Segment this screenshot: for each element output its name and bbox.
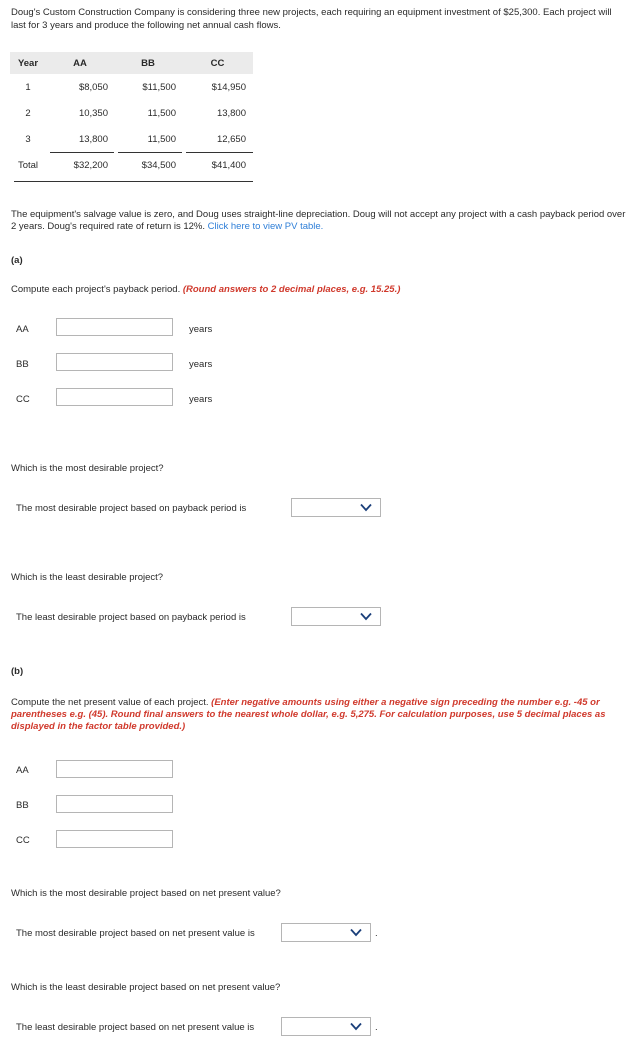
chevron-down-icon xyxy=(360,612,372,621)
most-payback-select[interactable] xyxy=(291,498,381,517)
table-cell: $14,950 xyxy=(211,81,246,93)
table-total-row xyxy=(10,152,253,178)
period-most-npv: . xyxy=(375,928,378,939)
intro-text: Doug's Custom Construction Company is considering three new projects, each requiring an equipment investment of $25,300. Each project will last for 3 years and produce the following net annual cash flows. xyxy=(11,7,612,31)
question-most-npv: Which is the most desirable project based on net present value? xyxy=(11,888,281,899)
question-least-payback: Which is the least desirable project? xyxy=(11,572,164,583)
part-a-prompt: Compute each project's payback period. xyxy=(11,284,181,295)
npv-label-bb: BB xyxy=(16,800,29,811)
table-cell: 1 xyxy=(25,81,31,93)
table-row xyxy=(10,126,253,152)
table-cell: 12,650 xyxy=(182,126,253,152)
table-cell: 11,500 xyxy=(147,107,176,119)
least-npv-select[interactable] xyxy=(281,1017,371,1036)
npv-input-aa[interactable] xyxy=(56,760,173,778)
npv-input-bb[interactable] xyxy=(56,795,173,813)
statement-most-npv: The most desirable project based on net present value is xyxy=(16,928,255,939)
payback-unit-bb: years xyxy=(189,359,213,370)
npv-input-cc[interactable] xyxy=(56,830,173,848)
table-cell: $41,400 xyxy=(182,152,253,178)
chevron-down-icon xyxy=(350,928,362,937)
payback-input-bb[interactable] xyxy=(56,353,173,371)
table-row xyxy=(10,100,253,126)
cash-flow-table xyxy=(10,52,253,178)
payback-label-bb: BB xyxy=(16,359,29,370)
table-cell: 2 xyxy=(25,107,31,119)
part-a-note: (Round answers to 2 decimal places, e.g. 15.25.) xyxy=(182,284,401,295)
table-cell: Total xyxy=(17,159,39,171)
table-cell: 13,800 xyxy=(46,126,114,152)
part-b-prompt: Compute the net present value of each project. xyxy=(11,697,209,708)
payback-unit-aa: years xyxy=(189,324,213,335)
statement-most-payback: The most desirable project based on payback period is xyxy=(16,503,247,514)
part-a-label: (a) xyxy=(11,255,23,266)
npv-label-aa: AA xyxy=(16,765,29,776)
npv-label-cc: CC xyxy=(16,835,30,846)
assumptions-text xyxy=(11,209,627,233)
header-aa: AA xyxy=(46,52,114,74)
table-cell: 3 xyxy=(25,133,31,145)
header-bb: BB xyxy=(114,52,182,74)
table-cell: $34,500 xyxy=(114,152,182,178)
table-row xyxy=(10,74,253,100)
most-npv-select[interactable] xyxy=(281,923,371,942)
part-a-instructions xyxy=(11,284,400,295)
table-cell: $11,500 xyxy=(142,81,176,93)
header-year: Year xyxy=(10,52,46,74)
question-most-payback: Which is the most desirable project? xyxy=(11,463,164,474)
statement-least-npv: The least desirable project based on net present value is xyxy=(16,1022,255,1033)
pv-table-link[interactable]: Click here to view PV table. xyxy=(207,221,324,232)
table-header-row xyxy=(10,52,253,74)
question-least-npv: Which is the least desirable project based on net present value? xyxy=(11,982,281,993)
payback-input-aa[interactable] xyxy=(56,318,173,336)
chevron-down-icon xyxy=(360,503,372,512)
payback-label-cc: CC xyxy=(16,394,30,405)
payback-unit-cc: years xyxy=(189,394,213,405)
table-cell: 11,500 xyxy=(114,126,182,152)
table-cell: 13,800 xyxy=(216,107,246,119)
period-least-npv: . xyxy=(375,1022,378,1033)
statement-least-payback: The least desirable project based on payback period is xyxy=(16,612,246,623)
payback-input-cc[interactable] xyxy=(56,388,173,406)
assumptions: The equipment's salvage value is zero, and Doug uses straight-line depreciation. Doug will not accept any project with a cash payback period over 2 years. Doug's required rate of return is 12%. xyxy=(11,209,626,232)
part-b-instructions xyxy=(11,697,627,733)
part-b-note: (Enter negative amounts using either a negative sign preceding the number e.g. -45 or parentheses e.g. (45). Round final answers to the nearest whole dollar, e.g. 5,275. For calculation purposes, use 5 decimal places as displayed in the factor table provided.) xyxy=(11,697,606,732)
header-cc: CC xyxy=(182,52,253,74)
table-cell: $8,050 xyxy=(78,81,108,93)
part-b-label: (b) xyxy=(11,666,24,677)
table-cell: 10,350 xyxy=(78,107,108,119)
payback-label-aa: AA xyxy=(16,324,29,335)
least-payback-select[interactable] xyxy=(291,607,381,626)
table-cell: $32,200 xyxy=(46,152,114,178)
chevron-down-icon xyxy=(350,1022,362,1031)
